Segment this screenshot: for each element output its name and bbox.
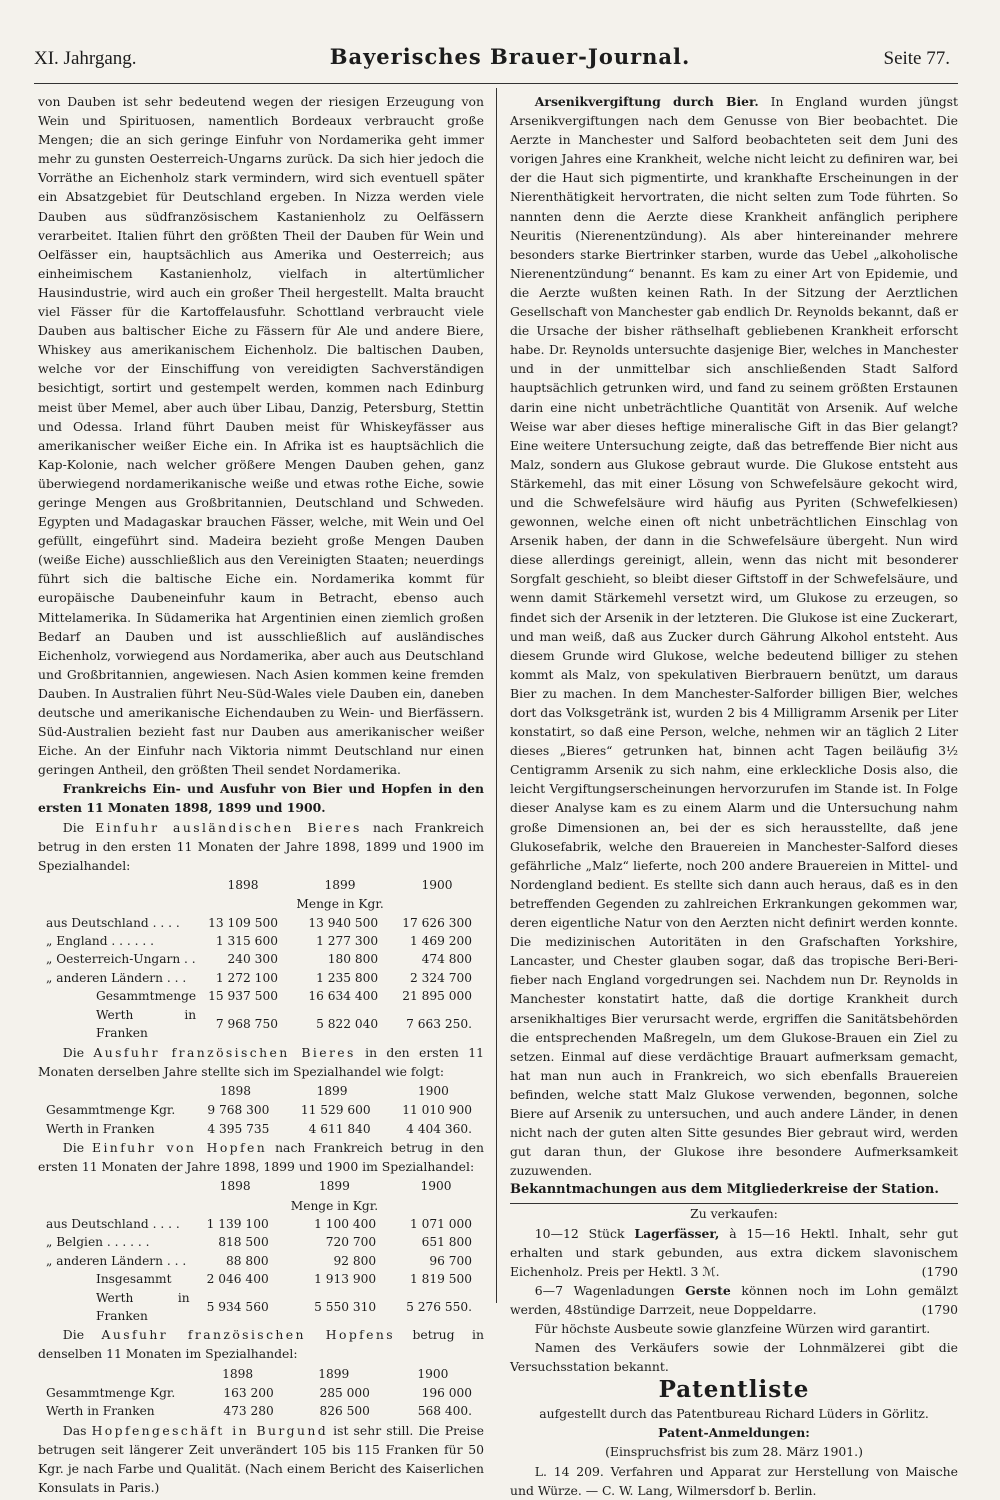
year-header: 1899 [316,1083,348,1098]
notice-item: Namen des Verkäufers sowie der Lohnmälzerei gibt die Versuchsstation bekannt. [510,1340,958,1375]
cell-value: 4 395 735 [207,1121,270,1136]
row-label: Insgesammt [96,1272,172,1287]
table-row [38,914,484,932]
row-label: Werth in Franken [96,1007,197,1041]
spaced-phrase: Einfuhr von Hopfen [92,1139,268,1155]
beer-export-intro [38,1043,484,1081]
table-row [38,950,484,968]
notice-text: 6—7 Wagenladungen [534,1282,675,1298]
cell-value: 474 800 [421,952,472,967]
cell-value: 1 139 100 [206,1216,269,1231]
cell-value: 285 000 [319,1385,370,1400]
cell-value: 5 822 040 [316,1016,379,1031]
cell-value: 826 500 [319,1404,370,1419]
section-title: Frankreichs Ein- und Ausfuhr von Bier und Hopfen in den ersten 11 Monaten 1898, 1899 und 1900. [38,781,484,816]
table-row [38,932,484,950]
row-label: aus Deutschland . . . . [46,1216,180,1231]
cell-value: 88 800 [226,1253,269,1268]
beer-export-table [38,1081,484,1138]
cell-value: 7 663 250. [406,1016,472,1031]
volume-label: XI. Jahrgang. [34,48,137,69]
row-label: Gesammtmenge Kgr. [46,1385,176,1400]
spaced-phrase: Hopfengeschäft in Burgund [91,1422,329,1438]
cell-value: 11 010 900 [402,1103,472,1118]
notice-ref: (1790 [921,1301,958,1317]
cell-value: 180 800 [327,952,379,967]
total-row [38,1006,484,1043]
arsenic-article [510,92,958,1180]
notice-text: à 15—16 Hektl. Inhalt, sehr gut erhalten und stark gebunden, aus extra dickem slavonischem Eichenholz. Preis per Hektl. 3 ℳ. [510,1225,958,1279]
year-header: 1898 [222,1366,254,1381]
header-rule [34,83,958,84]
page-header [34,44,950,74]
cell-value: 11 529 600 [300,1103,371,1118]
table-row [38,1101,484,1119]
cell-value: 92 800 [333,1253,377,1268]
cell-value: 1 315 600 [215,934,278,949]
notice-keyword: Lagerfässer, [634,1225,720,1241]
row-label: Gesammtmenge Kgr. [46,1103,176,1118]
notice-text: 10—12 Stück [534,1225,625,1241]
notice-item [510,1224,958,1281]
intro-word: Die [62,1327,85,1343]
hops-export-table [38,1364,484,1421]
total-row [38,1270,484,1288]
right-column [510,92,958,1500]
cell-value: 17 626 300 [402,915,472,930]
cell-value: 96 700 [429,1253,472,1268]
year-header: 1900 [417,1083,449,1098]
cell-value: 568 400. [417,1404,472,1419]
hops-import-table [38,1176,484,1325]
intro-rest: ist sehr still. Die Preise betrugen seit längerer Zeit unverändert 105 bis 115 Franken für 50 Kgr. je nach Farbe und Qualität. (Nach einem Bericht des Kaiserlichen Konsulats in Paris.) [38,1422,484,1496]
intro-word: Das [62,1422,87,1438]
cell-value: 1 071 000 [409,1216,472,1231]
patent-subtitle: aufgestellt durch das Patentbureau Richard Lüders in Görlitz. [539,1406,929,1422]
notice-item [510,1281,958,1319]
beer-import-table [38,875,484,1043]
patent-entry: L. 14 209. Verfahren und Apparat zur Herstellung von Maische und Würze. — C. W. Lang, Wilmersdorf b. Berlin. [510,1463,958,1498]
cell-value: 7 968 750 [215,1016,278,1031]
unit-label: Menge in Kgr. [296,897,384,912]
closing-paragraph [38,1421,484,1497]
cell-value: 13 940 500 [308,915,379,930]
patent-title: Patentliste [658,1376,810,1404]
table-row [38,1384,484,1402]
row-label: aus Deutschland . . . . [46,915,180,930]
notice-ref: (1790 [921,1263,958,1279]
patent-deadline: (Einspruchsfrist bis zum 28. März 1901.) [605,1444,863,1460]
spaced-phrase: Einfuhr ausländischen Bieres [95,819,362,835]
patent-applications: Patent-Anmeldungen: [658,1425,810,1441]
year-header: 1900 [420,1179,452,1194]
cell-value: 15 937 500 [208,989,278,1004]
cell-value: 1 272 100 [215,970,278,985]
row-label: Gesammtmenge [96,989,197,1004]
cell-value: 720 700 [325,1235,377,1250]
cell-value: 1 235 800 [316,970,379,985]
notice-item: Für höchste Ausbeute sowie glanzfeine Würzen wird garantirt. [534,1321,931,1336]
notice-text: können noch im Lohn gemälzt werden, 48stündige Darrzeit, neue Doppeldarre. [510,1282,958,1317]
hops-import-intro [38,1138,484,1176]
intro-rest: betrug in denselben 11 Monaten im Spezialhandel: [38,1327,484,1362]
row-label: Werth in Franken [96,1290,190,1323]
page-number: Seite 77. [883,48,950,69]
total-row [38,1289,484,1326]
cell-value: 4 611 840 [308,1121,371,1136]
table-row [38,969,484,987]
table-row [38,1215,484,1233]
table-row [38,1252,484,1270]
cell-value: 5 550 310 [314,1299,377,1314]
row-label: Werth in Franken [46,1121,155,1136]
intro-rest: nach Frankreich betrug in den ersten 11 Monaten der Jahre 1898, 1899 und 1900 im Spezialhandel: [38,1139,484,1174]
left-column [38,92,484,1497]
cell-value: 196 000 [421,1385,472,1400]
article-body: In England wurden jüngst Arsenikvergiftungen nach dem Genusse von Bier beobachtet. Die Aerzte in Manchester und Salford beobachteten seit dem Juni des vorigen Jahres eine Krankheit, welche nicht leicht zu definiren war, bei der die Haut sich pigmentirte, und krankhafte Erscheinungen in der Nierenthätigkeit hervortraten, die nicht selten zum Tode führten. So nannten denn die Aerzte diese Krankheit anfänglich periphere Neuritis (Nierenentzündung). Als aber hintereinander mehrere besonders starke Biertrinker starben, wurde das Uebel „alkoholische Nierenentzündung“ benannt. Es kam zu einer Art von Epidemie, und die Aerzte wußten keinen Rath. In der Sitzung der Aerztlichen Gesellschaft von Manchester gab endlich Dr. Reynolds bekannt, daß er die Ursache der bisher räthselhaft gebliebenen Krankheit erforscht habe. Dr. Reynolds untersuchte dasjenige Bier, welches in Manchester und in der unmittelbar sich anschließenden Stadt Salford hauptsächlich getrunken wird, und fand zu seinem größten Erstaunen darin eine nicht unbeträchtliche Quantität von Arsenik. Auf welche Weise war aber dieses heftige mineralische Gift in das Bier gelangt? Eine weitere Untersuchung zeigte, daß das betreffende Bier nicht aus Malz, sondern aus Glukose gebraut wurde. Die Glukose entsteht aus Stärkemehl, das mit einer Lösung von Schwefelsäure gekocht wird, und die Schwefelsäure wird häufig aus Pyriten (Schwefelkiesen) gewonnen, welche einen oft nicht unbeträchtlichen Einschlag von Arsenik haben, der dann in die Schwefelsäure übergeht. Nun wird diese allerdings gereinigt, allein, wenn das nicht mit besonderer Sorgfalt geschieht, so bleibt dieser Giftstoff in der Schwefelsäure, und wenn damit Stärkemehl versetzt wird, um Glukose zu erzeugen, so findet sich der Arsenik in der letzteren. Die Glukose ist eine Zuckerart, und man weiß, daß aus Zucker durch Gährung Alkohol entsteht. Aus diesem Grunde wird Glukose, welche bedeutend billiger zu stehen kommt als Malz, von spekulativen Bierbrauern benützt, um daraus Bier zu machen. In dem Manchester-Salforder billigen Bier, welches dort das Volksgetränk ist, wurden 2 bis 4 Milligramm Arsenik per Liter konstatirt, so daß eine Person, welche, nehmen wir an täglich 2 Liter dieses „Bieres“ getrunken hat, binnen acht Tagen beiläufig 3½ Centigramm Arsenik zu sich nahm, eine erkleckliche Dosis also, die leicht Vergiftungserscheinungen hervorzurufen im Stande ist. In Folge dieser Analyse kam es zu einem Alarm und die Untersuchung nahm große Dimensionen an, bei der es sich herausstellte, daß jene Glukosefabrik, welche den Brauereien in Manchester-Salford dieses gefährliche „Malz“ lieferte, noch 200 andere Brauereien in Mittel- und Nordengland bedient. Es stellte sich dann auch heraus, daß es in den betreffenden Gegenden zu zahlreichen Erkrankungen gekommen war, deren eigentliche Natur von den Aerzten nicht definirt werden konnte. Die medizinischen Autoritäten in den Grafschaften Yorkshire, Lancaster, und Chester glauben sogar, daß das tropische Beri-Beri-fieber nach England vorgedrungen sei. Nachdem nun Dr. Reynolds in Manchester konstatirt hatte, daß die dortige Krankheit durch arsenikhaltiges Bier verursacht werde, ergriffen die Sanitätsbehörden die entsprechenden Maßregeln, um dem Glukose-Brauen ein Ziel zu setzen. Einmal auf diese verdächtige Brauart aufmerksam gemacht, hat man nun auch in Frankreich, wo sich ebenfalls Brauereien befinden, welche statt Malz Glukose verwenden, begonnen, solche Biere auf Arsenik zu untersuchen, und auch andere Länder, in denen nicht nach der guten alten Sitte gesundes Bier gebraut wird, werden gut daran thun, der Glukose ihre besondere Aufmerksamkeit zuzuwenden. [510,94,958,1179]
intro-rest: in den ersten 11 Monaten derselben Jahre stellte sich im Spezialhandel wie folgt: [38,1044,484,1079]
cell-value: 2 324 700 [409,970,472,985]
year-header: 1899 [324,877,356,892]
cell-value: 4 404 360. [406,1121,472,1136]
year-header: 1899 [318,1179,350,1194]
table-header-row [38,1364,484,1384]
hops-export-intro [38,1325,484,1363]
row-label: „ anderen Ländern . . . [46,970,187,985]
cell-value: 818 500 [218,1235,269,1250]
intro-word: Die [62,1044,85,1060]
cell-value: 1 819 500 [409,1272,472,1287]
year-header: 1898 [219,1083,251,1098]
row-label: „ England . . . . . . [46,934,155,949]
spaced-phrase: Ausfuhr französischen Bieres [93,1044,356,1060]
for-sale-heading: Zu verkaufen: [690,1206,778,1222]
row-label: Werth in Franken [46,1404,155,1419]
year-header: 1900 [421,877,453,892]
year-header: 1898 [219,1179,251,1194]
cell-value: 240 300 [227,952,278,967]
cell-value: 1 469 200 [409,934,472,949]
row-label: „ Oesterreich-Ungarn . . [46,952,196,967]
cell-value: 163 200 [223,1385,274,1400]
row-label: „ Belgien . . . . . . [46,1235,150,1250]
cell-value: 16 634 400 [308,989,379,1004]
unit-row [38,1197,484,1215]
notices-heading: Bekanntmachungen aus dem Mitgliederkreise der Station. [510,1180,958,1204]
cell-value: 1 913 900 [314,1272,377,1287]
cell-value: 9 768 300 [207,1103,270,1118]
unit-label: Menge in Kgr. [290,1198,379,1213]
cell-value: 21 895 000 [402,989,472,1004]
journal-title: Bayerisches Brauer-Journal. [329,44,691,69]
dauben-paragraph: von Dauben ist sehr bedeutend wegen der riesigen Erzeugung von Wein und Spirituosen, namentlich Bordeaux verbraucht große Mengen; die an sich geringe Einfuhr von Nordamerika geht immer mehr zu gunsten Oesterreich-Ungarns zurück. Da sich hier jedoch die Vorräthe an Eichenholz stark vermindern, wird sich eventuell später ein Absatzgebiet für Deutschland ergeben. In Nizza werden viele Dauben aus südfranzösischem Kastanienholz zu Oelfässern verarbeitet. Italien führt den größten Theil der Dauben für Wein und Oelfässer ein, hauptsächlich aus Amerika und Oesterreich; aus einheimischem Kastanienholz, vielfach in altertümlicher Hausindustrie, wird auch ein großer Theil hergestellt. Malta braucht viel Fässer für die Kartoffelausfuhr. Schottland verbraucht viele Dauben aus baltischer Eiche zu Fässern für Ale und andere Biere, Whiskey aus amerikanischem Eichenholz. Die baltischen Dauben, welche vor der Einschiffung von vereidigten Sachverständigen besichtigt, sortirt und gestempelt werden, kommen nach Edinburg meist über Memel, aber auch über Libau, Danzig, Petersburg, Stettin und Odessa. Irland führt Dauben meist für Whiskeyfässer aus amerikanischer weißer Eiche ein. In Afrika ist es hauptsächlich die Kap-Kolonie, nach welcher größere Mengen Dauben gehen, ganz überwiegend nordamerikanische weiße und etwas rothe Eiche, sowie geringe Mengen aus Großbritannien, Deutschland und Schweden. Egypten und Madagaskar brauchen Fässer, welche, mit Wein und Oel gefüllt, eingeführt sind. Madeira bezieht große Mengen Dauben (weiße Eiche) ausschließlich aus den Vereinigten Staaten; neuerdings führt sich die baltische Eiche ein. Nordamerika kommt für europäische Daubeneinfuhr kaum in Betracht, ebenso auch Mittelamerika. In Südamerika hat Argentinien einen ziemlich großen Bedarf an Dauben und ist ausschließlich auf ausländisches Eichenholz, vorwiegend aus Nordamerika, aber auch aus Deutschland und Großbritannien, angewiesen. Nach Asien kommen keine fremden Dauben. In Australien führt Neu-Süd-Wales viele Dauben ein, daneben deutsche und amerikanische Eichendauben zu Wein- und Bierfässern. Süd-Australien bezieht fast nur Dauben aus amerikanischer weißer Eiche. An der Einfuhr nach Viktoria nimmt Deutschland nur einen geringen Antheil, den größten Theil sendet Nordamerika. [38,94,484,778]
table-header-row [38,875,484,895]
intro-word: Die [62,819,85,835]
table-header-row [38,1176,484,1196]
row-label: „ anderen Ländern . . . [46,1253,187,1268]
notice-keyword: Gerste [685,1282,731,1298]
cell-value: 2 046 400 [206,1272,269,1287]
cell-value: 1 277 300 [316,934,379,949]
spaced-phrase: Ausfuhr französischen Hopfens [101,1327,396,1343]
intro-word: Die [62,1139,85,1155]
cell-value: 473 280 [223,1404,274,1419]
table-row [38,1233,484,1251]
cell-value: 1 100 400 [314,1216,377,1231]
total-row [38,987,484,1005]
table-row [38,1402,484,1420]
cell-value: 13 109 500 [208,915,278,930]
year-header: 1900 [417,1366,449,1381]
cell-value: 5 276 550. [406,1299,472,1314]
year-header: 1899 [318,1366,350,1381]
unit-row [38,895,484,913]
column-divider [496,88,497,1303]
year-header: 1898 [227,877,259,892]
table-row [38,1120,484,1138]
intro-rest: nach Frankreich betrug in den ersten 11 Monaten der Jahre 1898, 1899 und 1900 im Spezialhandel: [38,819,484,873]
article-title: Arsenikvergiftung durch Bier. [534,94,759,109]
cell-value: 651 800 [421,1235,472,1250]
beer-import-intro [38,818,484,875]
cell-value: 5 934 560 [206,1299,269,1314]
table-header-row [38,1081,484,1101]
